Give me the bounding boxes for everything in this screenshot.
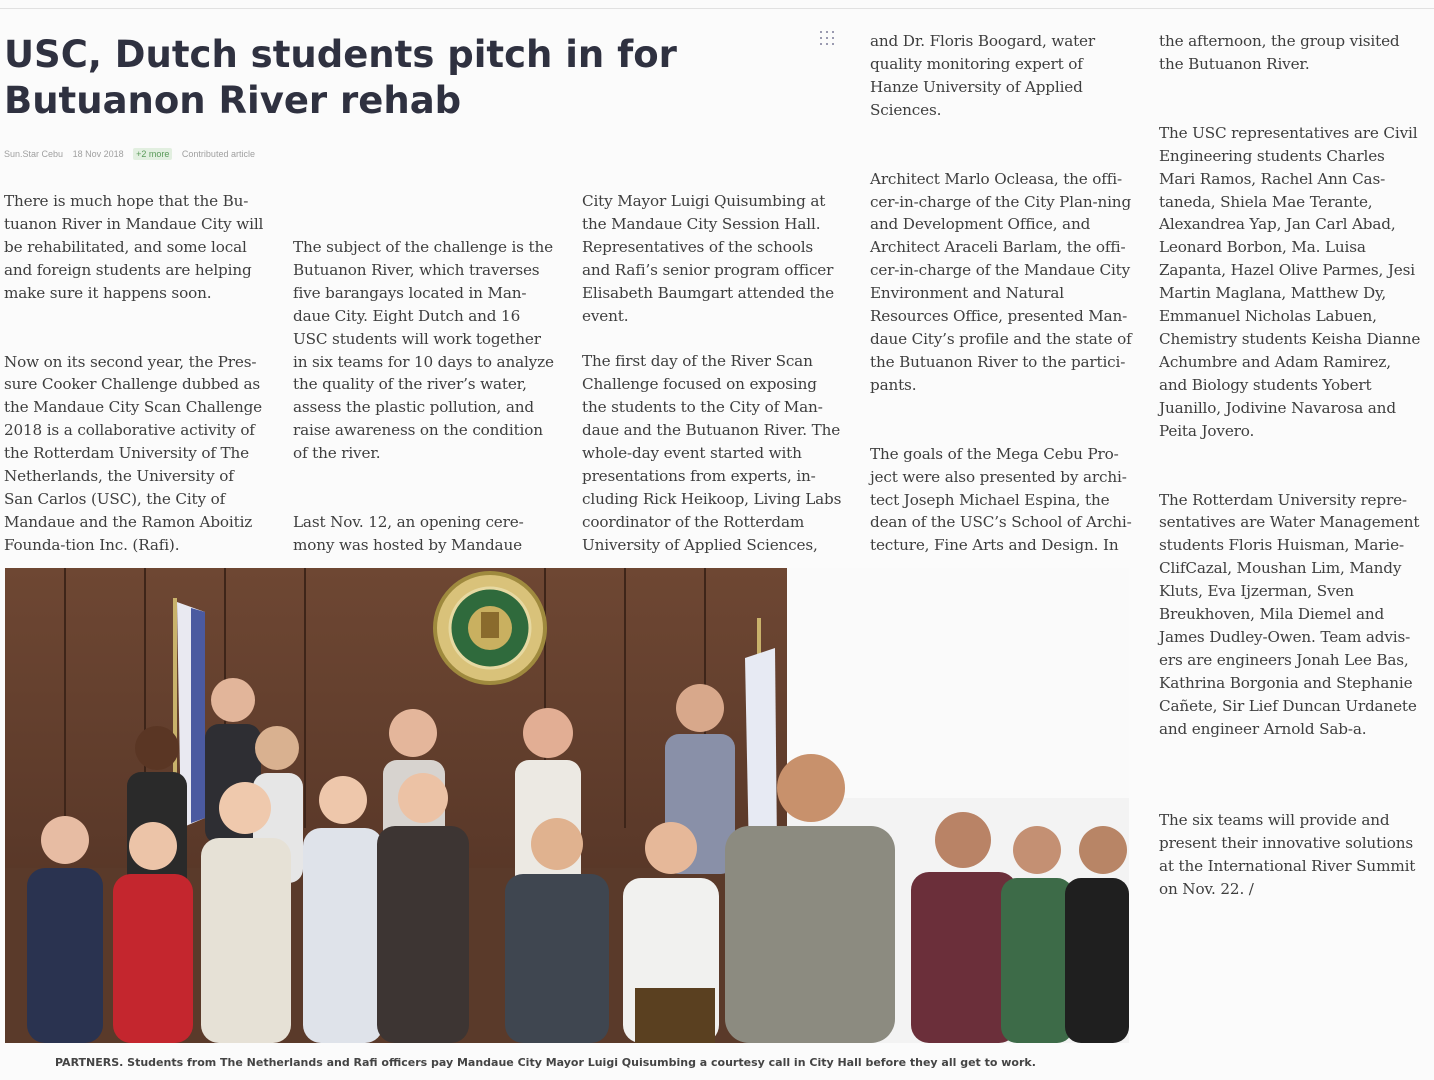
paragraph: The Rotterdam University repre-sentatives are Water Management students Floris Huisman, Marie-ClifCazal, Moushan Lim, Mandy Kluts, Eva Ijzerman, Sven Breukhoven, Mila Diemel and James Dudley-Owen. Team advis-ers are engineers Jonah Lee Bas, Kathrina Borgonia and Stephanie Cañete, Sir Lief Duncan Urdanete and engineer Arnold Sab-a. bbox=[1159, 490, 1420, 738]
paragraph: Architect Marlo Ocleasa, the offi-cer-in-charge of the City Plan-ning and Development Office, and Architect Araceli Barlam, the offi-cer-in-charge of the Mandaue City Environment and Natural Resources Office, presented Man-daue City’s profile and the state of the Butuanon River to the partici-pants. bbox=[870, 169, 1132, 394]
article-column-4 bbox=[870, 30, 1132, 557]
grip-icon[interactable] bbox=[820, 31, 840, 49]
paragraph: The first day of the River Scan Challenge focused on exposing the students to the City of Man-daue and the Butuanon River. The whole-day event started with presentations from experts, in-cluding Rick Heikoop, Living Labs coordinator of the Rotterdam University of Applied Sciences, bbox=[582, 352, 842, 554]
article-headline: USC, Dutch students pitch in for Butuanon River rehab bbox=[4, 33, 677, 122]
group-photo bbox=[5, 568, 1129, 1043]
paragraph: and Dr. Floris Boogard, water quality monitoring expert of Hanze University of Applied Sciences. bbox=[870, 32, 1096, 119]
city-seal bbox=[435, 573, 545, 683]
meta-more-button[interactable]: +2 more bbox=[133, 148, 172, 160]
paragraph: The goals of the Mega Cebu Pro-ject were also presented by archi-tect Joseph Michael Espina, the dean of the USC’s School of Archi-tecture, Fine Arts and Design. In bbox=[870, 444, 1132, 555]
article-meta bbox=[4, 149, 262, 163]
top-divider bbox=[0, 8, 1434, 9]
paragraph: Now on its second year, the Pres-sure Cooker Challenge dubbed as the Mandaue City Scan Challenge 2018 is a collaborative activity of the Rotterdam University of The Netherlands, the University of San Carlos (USC), the City of Mandaue and the Ramon Aboitiz Founda-tion Inc. (Rafi). bbox=[4, 352, 263, 554]
article-column-5 bbox=[1159, 30, 1421, 901]
paragraph: Last Nov. 12, an opening cere-mony was hosted by Mandaue bbox=[293, 513, 524, 554]
paragraph: the afternoon, the group visited the Butuanon River. bbox=[1159, 32, 1400, 73]
photo-caption: PARTNERS. Students from The Netherlands and Rafi officers pay Mandaue City Mayor Luigi Quisumbing a courtesy call in City Hall before they all get to work. bbox=[55, 1056, 1036, 1069]
paragraph: City Mayor Luigi Quisumbing at the Mandaue City Session Hall. Representatives of the schools and Rafi’s senior program officer Elisabeth Baumgart attended the event. bbox=[582, 192, 834, 325]
paragraph: There is much hope that the Bu-tuanon River in Mandaue City will be rehabilitated, and some local and foreign students are helping make sure it happens soon. bbox=[4, 192, 264, 302]
meta-source[interactable]: Sun.Star Cebu bbox=[4, 149, 64, 159]
article-column-1 bbox=[4, 190, 266, 557]
article-column-3 bbox=[582, 190, 844, 557]
paragraph: The six teams will provide and present their innovative solutions at the International River Summit on Nov. 22. / bbox=[1159, 811, 1416, 899]
meta-article-type: Contributed article bbox=[181, 149, 255, 159]
article-column-2 bbox=[293, 236, 555, 557]
paragraph: The subject of the challenge is the Butuanon River, which traverses five barangays located in Man-daue City. Eight Dutch and 16 USC students will work together in six teams for 10 days to analyze the quality of the river’s water, assess the plastic pollution, and raise awareness on the condition of the river. bbox=[293, 238, 554, 463]
paragraph: The USC representatives are Civil Engineering students Charles Mari Ramos, Rachel Ann Cas-taneda, Shiela Mae Terante, Alexandrea Yap, Jan Carl Abad, Leonard Borbon, Ma. Luisa Zapanta, Hazel Olive Parmes, Jesi Martin Maglana, Matthew Dy, Emmanuel Nicholas Labuen, Chemistry students Keisha Dianne Achumbre and Adam Ramirez, and Biology students Yobert Juanillo, Jodivine Navarosa and Peita Jovero. bbox=[1159, 123, 1421, 440]
meta-date: 18 Nov 2018 bbox=[72, 149, 124, 159]
